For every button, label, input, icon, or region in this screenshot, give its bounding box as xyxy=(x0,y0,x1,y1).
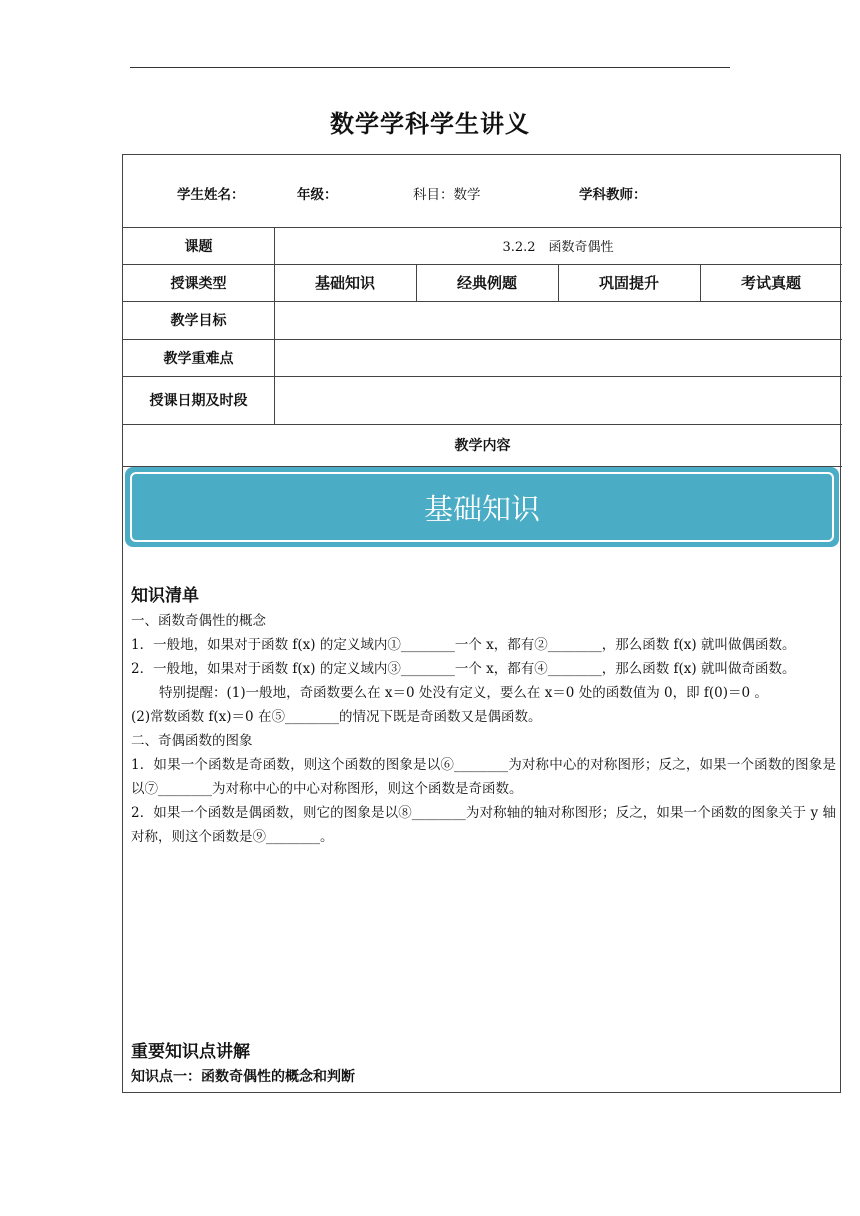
subheading-concept: 一、函数奇偶性的概念 xyxy=(131,613,266,629)
special-note-2: (2)常数函数 f(x)＝0 在⑤________的情况下既是奇函数又是偶函数。 xyxy=(131,709,542,725)
teaching-content-label: 教学内容 xyxy=(454,438,511,454)
grade-label: 年级： xyxy=(297,187,338,203)
student-info-row xyxy=(123,155,840,227)
type-exam-questions: 考试真题 xyxy=(740,274,801,292)
section-heading-knowledge-list: 知识清单 xyxy=(131,586,199,606)
key-points-label: 教学重难点 xyxy=(163,350,234,367)
banner-title: 基础知识 xyxy=(423,491,540,526)
type-consolidation: 巩固提升 xyxy=(598,274,659,292)
subject-label: 科目：数学 xyxy=(413,187,481,203)
type-classic-examples: 经典例题 xyxy=(456,274,517,292)
lesson-type-label: 授课类型 xyxy=(170,275,227,292)
section-heading-key-points: 重要知识点讲解 xyxy=(131,1042,250,1062)
type-basic-knowledge: 基础知识 xyxy=(314,274,375,292)
paragraph-odd-graph: 1．如果一个函数是奇函数，则这个函数的图象是以⑥________为对称中心的对称图形；反之，如果一个函数的图象是以⑦________为对称中心的中心对称图形，则这个函数是奇函数。 xyxy=(131,757,836,797)
knowledge-list-body xyxy=(131,609,836,849)
special-note-1: 特别提醒：(1)一般地，奇函数要么在 x＝0 处没有定义，要么在 x＝0 处的函数值为 0，即 f(0)＝0 。 xyxy=(159,685,768,701)
document-title: 数学学科学生讲义 xyxy=(330,110,530,138)
banner-inner-border xyxy=(130,472,834,542)
teacher-label: 学科教师： xyxy=(579,187,647,203)
section-banner xyxy=(125,467,839,547)
paragraph-odd-function: 2．一般地，如果对于函数 f(x) 的定义域内③________一个 x，都有④________，那么函数 f(x) 就叫做奇函数。 xyxy=(131,661,796,677)
subheading-graphs: 二、奇偶函数的图象 xyxy=(131,733,253,749)
knowledge-point-one-heading: 知识点一：函数奇偶性的概念和判断 xyxy=(131,1069,355,1085)
lecture-table xyxy=(122,154,841,1093)
teaching-goal-label: 教学目标 xyxy=(170,313,227,329)
date-period-label: 授课日期及时段 xyxy=(149,393,248,409)
paragraph-even-graph: 2．如果一个函数是偶函数，则它的图象是以⑧________为对称轴的轴对称图形；反之，如果一个函数的图象关于 y 轴对称，则这个函数是⑨________。 xyxy=(131,805,836,845)
student-name-label: 学生姓名： xyxy=(177,187,245,203)
header-rule xyxy=(130,67,730,68)
topic-label: 课题 xyxy=(184,238,213,255)
topic-value: 3.2.2 函数奇偶性 xyxy=(502,240,614,255)
paragraph-even-function: 1．一般地，如果对于函数 f(x) 的定义域内①________一个 x，都有②________，那么函数 f(x) 就叫做偶函数。 xyxy=(131,637,796,653)
